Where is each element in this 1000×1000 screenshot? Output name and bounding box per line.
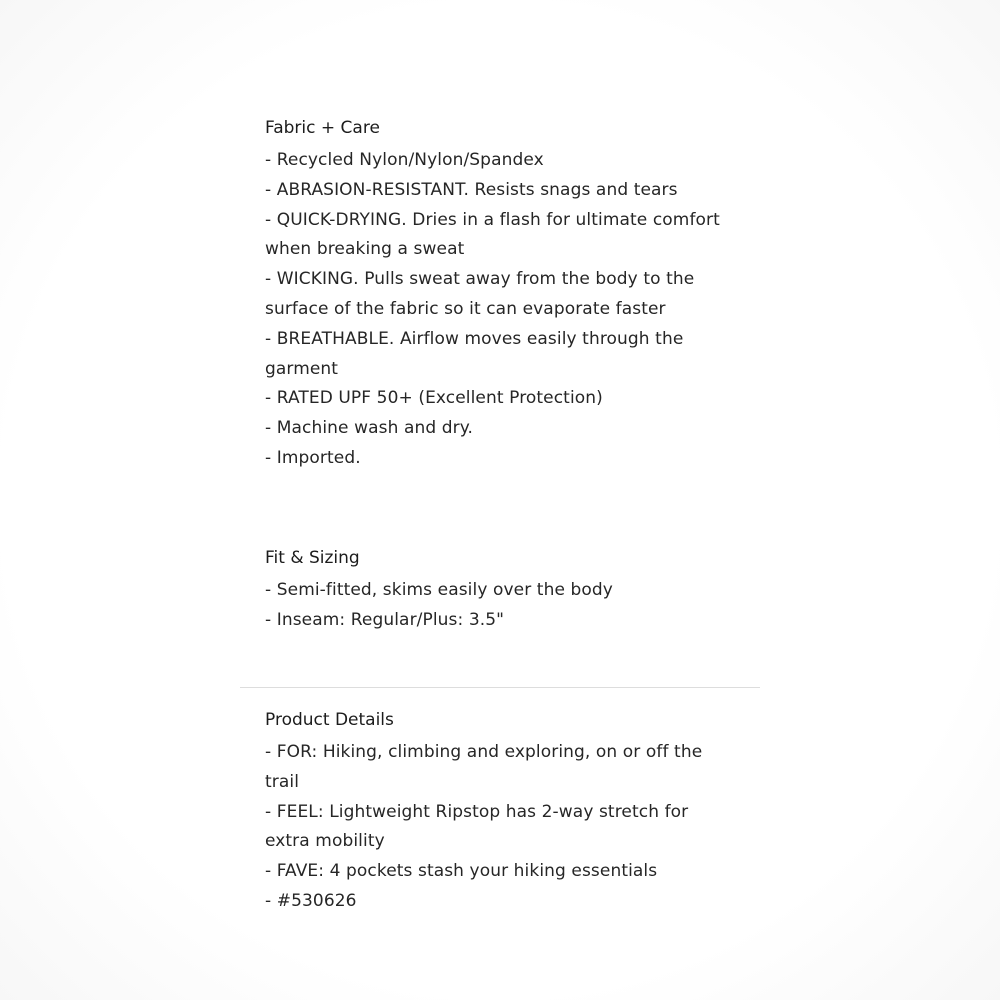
product-details-line: - FAVE: 4 pockets stash your hiking essentials	[265, 861, 658, 882]
product-details-line: extra mobility	[265, 831, 385, 852]
fabric-care-line: - RATED UPF 50+ (Excellent Protection)	[265, 388, 603, 409]
fabric-care-line: - Machine wash and dry.	[265, 418, 473, 439]
fabric-care-line: - QUICK-DRYING. Dries in a flash for ultimate comfort	[265, 209, 720, 230]
fit-sizing-section	[265, 544, 745, 636]
product-details-line: - #530626	[265, 890, 357, 910]
fabric-care-title: Fabric + Care	[265, 118, 380, 138]
fabric-care-line: - Recycled Nylon/Nylon/Spandex	[265, 150, 544, 170]
fit-sizing-line: - Inseam: Regular/Plus: 3.5"	[265, 609, 505, 630]
fabric-care-line: surface of the fabric so it can evaporate faster	[265, 298, 666, 319]
fabric-care-line: - ABRASION-RESISTANT. Resists snags and tears	[265, 179, 678, 200]
fabric-care-line: - Imported.	[265, 447, 361, 468]
fabric-care-line: when breaking a sweat	[265, 239, 465, 260]
section-divider	[240, 687, 760, 688]
fabric-care-section	[265, 114, 745, 474]
fit-sizing-line: - Semi-fitted, skims easily over the body	[265, 580, 613, 600]
product-details-title: Product Details	[265, 710, 394, 730]
fabric-care-line: - WICKING. Pulls sweat away from the body to the	[265, 269, 695, 290]
fit-sizing-title: Fit & Sizing	[265, 548, 360, 568]
product-details-line: - FEEL: Lightweight Ripstop has 2-way stretch for	[265, 801, 689, 822]
fit-sizing-list	[265, 576, 745, 636]
fabric-care-line: - BREATHABLE. Airflow moves easily through the	[265, 328, 684, 349]
product-details-section	[265, 706, 745, 910]
product-details-line: - FOR: Hiking, climbing and exploring, on or off the	[265, 742, 703, 762]
fabric-care-list	[265, 146, 745, 474]
fabric-care-line: garment	[265, 358, 339, 379]
product-details-list	[265, 738, 745, 910]
product-details-line: trail	[265, 771, 300, 792]
